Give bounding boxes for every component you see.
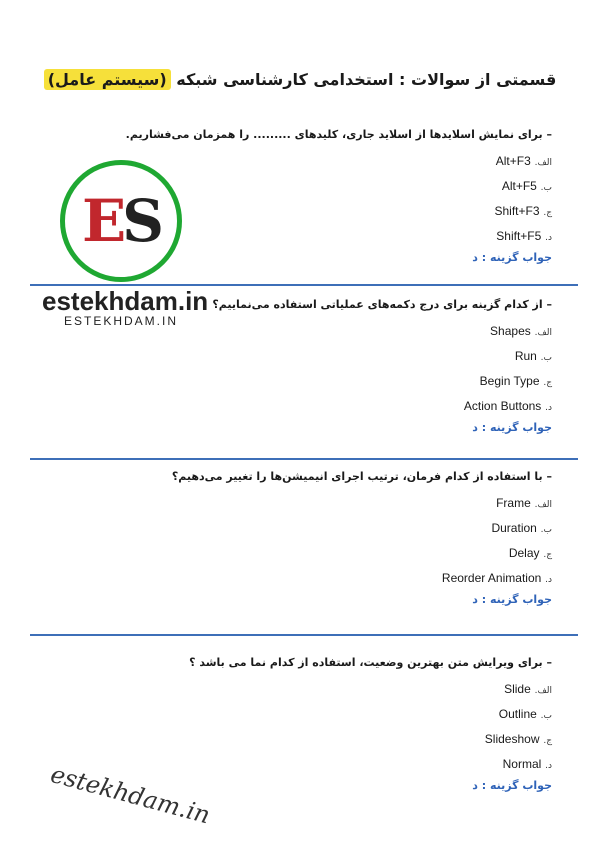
answer-text: جواب گزینه : د [472,593,552,606]
divider [30,634,578,636]
question-text: – برای نمایش اسلایدها از اسلاید جاری، کلیدهای ......... را همزمان می‌فشاریم. [125,128,552,141]
title-highlight: (سیستم عامل) [44,69,171,90]
question-4 [52,656,552,792]
question-text: – از کدام گزینه برای درج دکمه‌های عملیاتی استفاده می‌نماییم؟ [212,298,552,311]
option-c: ج. Slideshow [484,732,552,746]
option-c: ج. Shift+F3 [494,204,552,218]
site-name: estekhdam.in [38,286,212,317]
question-text: – برای ویرایش متن بهترین وضعیت، استفاده از کدام نما می باشد ؟ [189,656,552,669]
logo-letters: ES [81,187,161,255]
option-a: الف. Shapes [490,324,552,338]
answer-text: جواب گزینه : د [472,251,552,264]
option-b: ب. Run [514,349,552,363]
option-d: د. Normal [502,757,552,771]
question-3 [52,470,552,606]
answer-text: جواب گزینه : د [472,779,552,792]
watermark: estekhdam.in [47,760,213,830]
option-b: ب. Duration [491,521,552,535]
answer-text: جواب گزینه : د [472,421,552,434]
title-main: قسمتی از سوالات : استخدامی کارشناسی شبکه [176,70,557,89]
option-d: د. Reorder Animation [441,571,552,585]
option-a: الف. Frame [496,496,552,510]
divider [30,458,578,460]
es-logo [60,160,182,282]
option-a: الف. Slide [504,682,552,696]
option-c: ج. Delay [508,546,552,560]
question-text: – با استفاده از کدام فرمان، ترتیب اجرای انیمیشن‌ها را تغییر می‌دهیم؟ [171,470,552,483]
page-title [0,70,600,89]
option-a: الف. Alt+F3 [495,154,552,168]
option-c: ج. Begin Type [479,374,552,388]
site-subtitle: ESTEKHDAM.IN [64,314,179,328]
option-d: د. Action Buttons [463,399,552,413]
option-b: ب. Alt+F5 [501,179,552,193]
option-b: ب. Outline [498,707,552,721]
option-d: د. Shift+F5 [496,229,552,243]
